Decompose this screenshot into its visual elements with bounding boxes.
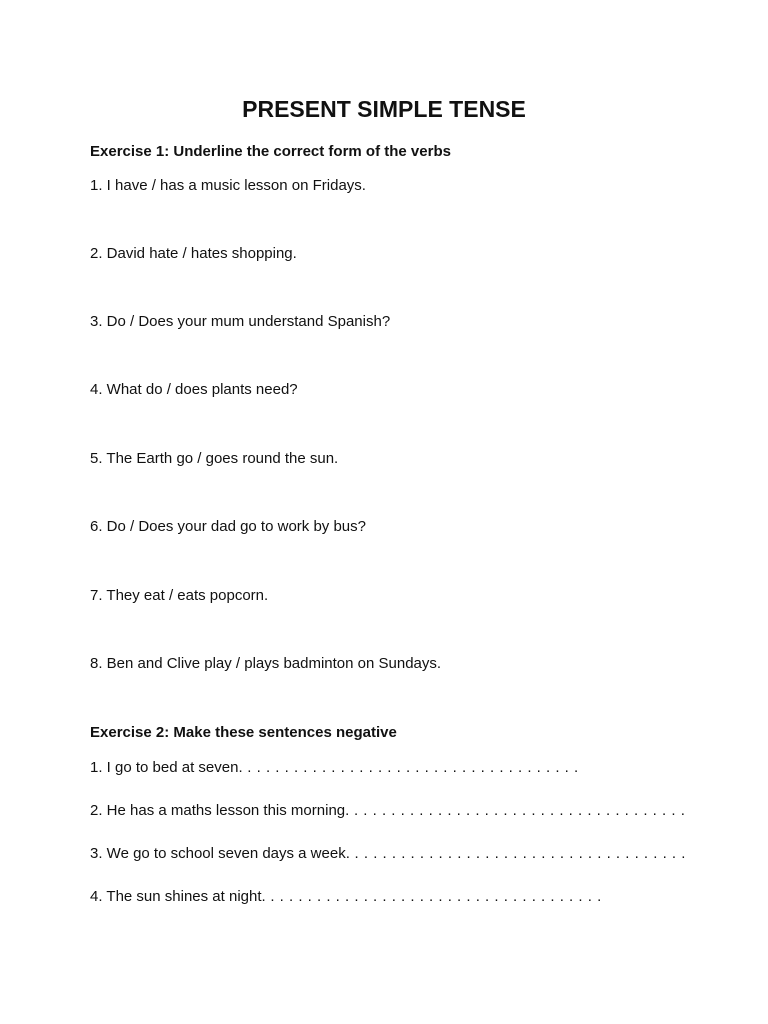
exercise-1-item: 2. David hate / hates shopping. [90, 245, 297, 262]
answer-blank[interactable]: . . . . . . . . . . . . . . . . . . . . . . . . . . . . . . . . . . . . [265, 888, 602, 905]
exercise-1-item: 6. Do / Does your dad go to work by bus? [90, 518, 366, 535]
exercise-1-item: 8. Ben and Clive play / plays badminton on Sundays. [90, 655, 442, 672]
page-title: PRESENT SIMPLE TENSE [242, 96, 526, 122]
exercise-2-item [90, 759, 579, 776]
exercise-1-heading: Exercise 1: Underline the correct form of the verbs [90, 143, 451, 160]
exercise-1-item: 5. The Earth go / goes round the sun. [90, 450, 339, 467]
exercise-2-heading: Exercise 2: Make these sentences negative [90, 724, 397, 741]
exercise-1-item: 1. I have / has a music lesson on Fridays. [90, 177, 366, 194]
exercise-2-sentence: 3. We go to school seven days a week. [90, 845, 350, 862]
exercise-2-sentence: 4. The sun shines at night. [90, 888, 266, 905]
exercise-1-item: 7. They eat / eats popcorn. [90, 587, 269, 604]
answer-blank[interactable]: . . . . . . . . . . . . . . . . . . . . . . . . . . . . . . . . . . . . [242, 759, 579, 776]
exercise-2-sentence: 2. He has a maths lesson this morning. [90, 802, 350, 819]
exercise-2-item [90, 888, 602, 905]
exercise-2-item [90, 802, 685, 819]
exercise-1-item: 4. What do / does plants need? [90, 381, 298, 398]
exercise-2-item [90, 845, 686, 862]
answer-blank[interactable]: . . . . . . . . . . . . . . . . . . . . . . . . . . . . . . . . . . . . [349, 845, 686, 862]
exercise-2-sentence: 1. I go to bed at seven. [90, 759, 243, 776]
exercise-1-item: 3. Do / Does your mum understand Spanish? [90, 313, 391, 330]
answer-blank[interactable]: . . . . . . . . . . . . . . . . . . . . . . . . . . . . . . . . . . . . [349, 802, 686, 819]
